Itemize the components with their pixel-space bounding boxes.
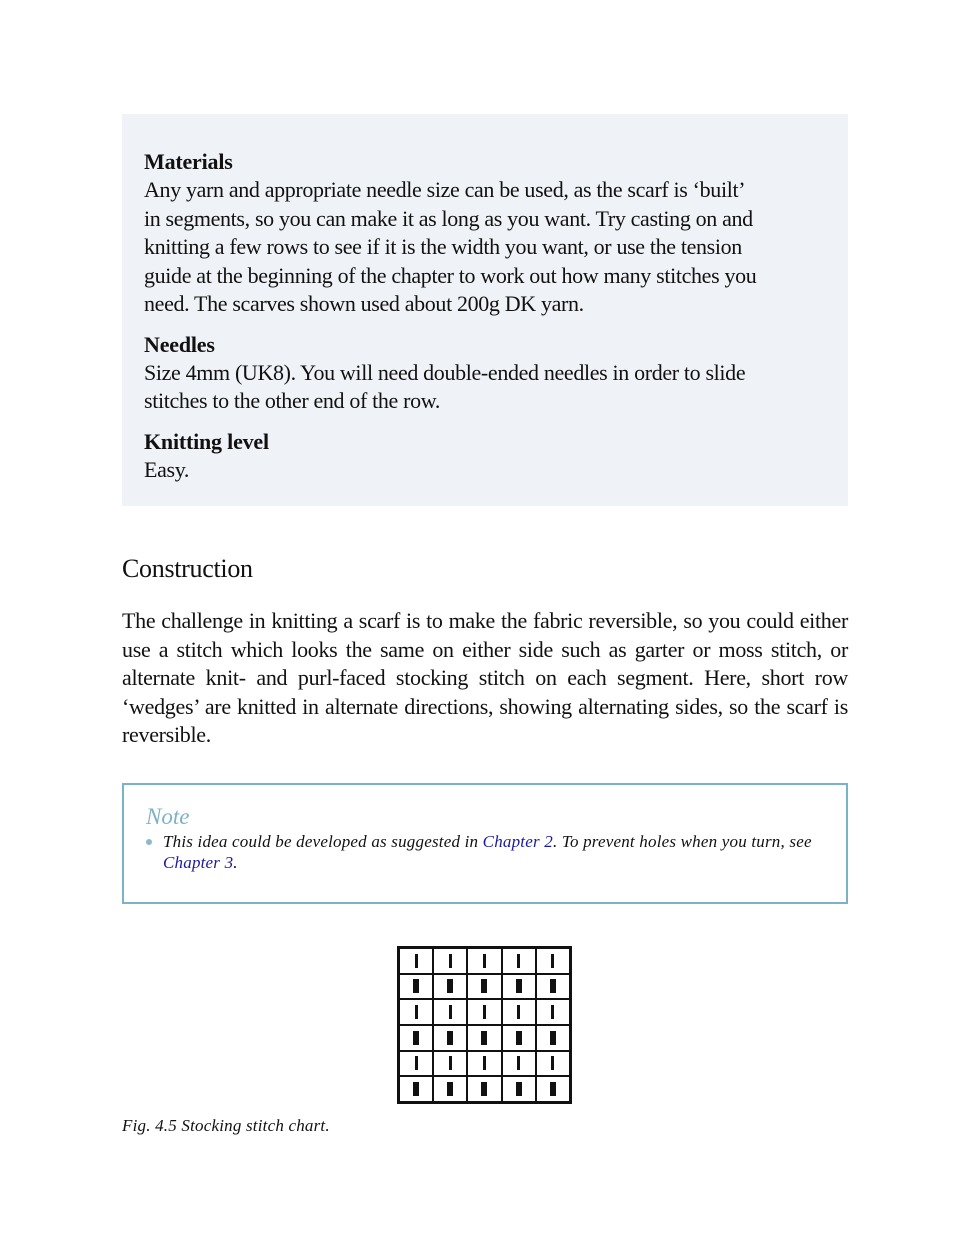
chart-cell [536,999,570,1025]
purl-stitch-icon [413,1031,419,1045]
knit-stitch-icon [483,1056,486,1070]
chart-cell [399,974,433,1000]
needles-line: stitches to the other end of the row. [144,388,440,413]
note-text: . To prevent holes when you turn, see [552,832,812,851]
chart-cell [467,1025,501,1051]
knit-stitch-icon [551,1005,554,1019]
link-chapter-3[interactable]: Chapter 3 [163,853,234,872]
purl-stitch-icon [550,979,556,993]
knit-stitch-icon [449,954,452,968]
chart-cell [399,1051,433,1077]
knit-stitch-icon [483,1005,486,1019]
note-box [122,783,848,904]
purl-stitch-icon [481,979,487,993]
bullet-icon [146,839,152,845]
materials-line: Any yarn and appropriate needle size can be used, as the scarf is ‘built’ [144,177,746,202]
knit-stitch-icon [551,954,554,968]
knitting-level-value: Easy. [144,456,190,482]
purl-stitch-icon [550,1082,556,1096]
note-text: . [233,853,238,872]
chart-cell [433,1076,467,1102]
purl-stitch-icon [447,979,453,993]
materials-box [122,114,848,506]
chart-cell [467,948,501,974]
purl-stitch-icon [516,1031,522,1045]
chart-cell [399,1076,433,1102]
chart-cell [536,1076,570,1102]
purl-stitch-icon [413,1082,419,1096]
chart-cell [399,1025,433,1051]
purl-stitch-icon [550,1031,556,1045]
knit-stitch-icon [415,954,418,968]
knit-stitch-icon [517,1005,520,1019]
knit-stitch-icon [449,1005,452,1019]
needles-line: Size 4mm (UK8). You will need double-ended needles in order to slide [144,359,746,385]
knit-stitch-icon [415,1005,418,1019]
chart-cell [467,999,501,1025]
chart-cell [433,974,467,1000]
chart-cell [502,948,536,974]
purl-stitch-icon [481,1031,487,1045]
chart-cell [467,1076,501,1102]
chart-cell [502,974,536,1000]
knit-stitch-icon [449,1056,452,1070]
figure-caption: Fig. 4.5 Stocking stitch chart. [122,1116,330,1135]
chart-cell [467,974,501,1000]
construction-paragraph: The challenge in knitting a scarf is to make the fabric reversible, so you could either use a stitch which looks the same on either side such as garter or moss stitch, or alternate knit- and purl-faced stocking stitch on each segment. Here, short row ‘wedges’ are knitted in alternate directions, showing alternating sides, so the scarf is reversible. [122,608,848,747]
purl-stitch-icon [447,1082,453,1096]
chart-cell [536,974,570,1000]
materials-line: need. The scarves shown used about 200g DK yarn. [144,291,584,316]
chart-cell [502,1051,536,1077]
chart-cell [433,999,467,1025]
chart-cell [536,948,570,974]
knitting-level-group [144,428,826,485]
chart-cell [536,1025,570,1051]
knitting-level-heading: Knitting level [144,428,269,454]
materials-line: in segments, so you can make it as long as you want. Try casting on and [144,205,753,231]
note-title: Note [146,804,190,829]
purl-stitch-icon [516,1082,522,1096]
chart-cell [502,1076,536,1102]
knit-stitch-icon [483,954,486,968]
purl-stitch-icon [481,1082,487,1096]
chart-cell [399,999,433,1025]
materials-group [144,148,826,319]
materials-heading: Materials [144,149,233,174]
knit-stitch-icon [517,1056,520,1070]
purl-stitch-icon [447,1031,453,1045]
note-text: This idea could be developed as suggested in [163,832,483,851]
purl-stitch-icon [516,979,522,993]
chart-cell [399,948,433,974]
chart-cell [433,948,467,974]
chart-cell [467,1051,501,1077]
section-title-construction: Construction [122,554,253,583]
needles-heading: Needles [144,331,215,357]
note-item [146,831,824,873]
needles-group [144,331,826,416]
knit-stitch-icon [517,954,520,968]
knit-stitch-icon [551,1056,554,1070]
link-chapter-2[interactable]: Chapter 2 [482,832,553,851]
stocking-stitch-chart [397,946,572,1104]
purl-stitch-icon [413,979,419,993]
chart-cell [433,1025,467,1051]
materials-line: guide at the beginning of the chapter to work out how many stitches you [144,262,757,288]
chart-cell [502,999,536,1025]
chart-cell [536,1051,570,1077]
chart-cell [502,1025,536,1051]
chart-cell [433,1051,467,1077]
knit-stitch-icon [415,1056,418,1070]
materials-line: knitting a few rows to see if it is the width you want, or use the tension [144,234,742,259]
